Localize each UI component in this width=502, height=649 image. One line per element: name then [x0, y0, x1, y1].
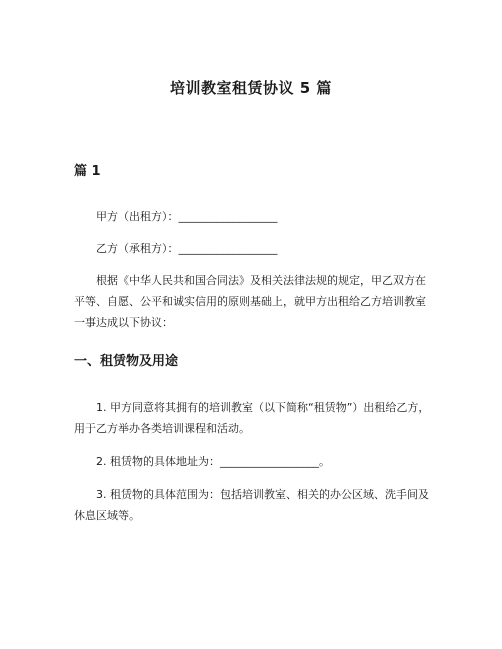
- document-title: 培训教室租赁协议 5 篇: [170, 79, 332, 97]
- clause-item-2: 2. 租赁物的具体地址为：__________________。: [96, 455, 330, 468]
- party-a-line: 甲方（出租方）：__________________: [96, 210, 278, 223]
- clause-item-3: 3. 租赁物的具体范围为：包括培训教室、相关的办公区域、洗手间及休息区域等。: [74, 488, 429, 522]
- clause-item-1: 1. 甲方同意将其拥有的培训教室（以下简称“租赁物”）出租给乙方，用于乙方举办各类培训课程和活动。: [74, 401, 430, 435]
- party-b-line: 乙方（承租方）：__________________: [96, 242, 278, 255]
- clause-heading-1: 一、租赁物及用途: [74, 354, 179, 369]
- preamble-paragraph: 根据《中华人民共和国合同法》及相关法律法规的规定，甲乙双方在平等、自愿、公平和诚实信用的原则基础上，就甲方出租给乙方培训教室一事达成以下协议：: [74, 274, 426, 329]
- section-heading-1: 篇 1: [74, 164, 101, 179]
